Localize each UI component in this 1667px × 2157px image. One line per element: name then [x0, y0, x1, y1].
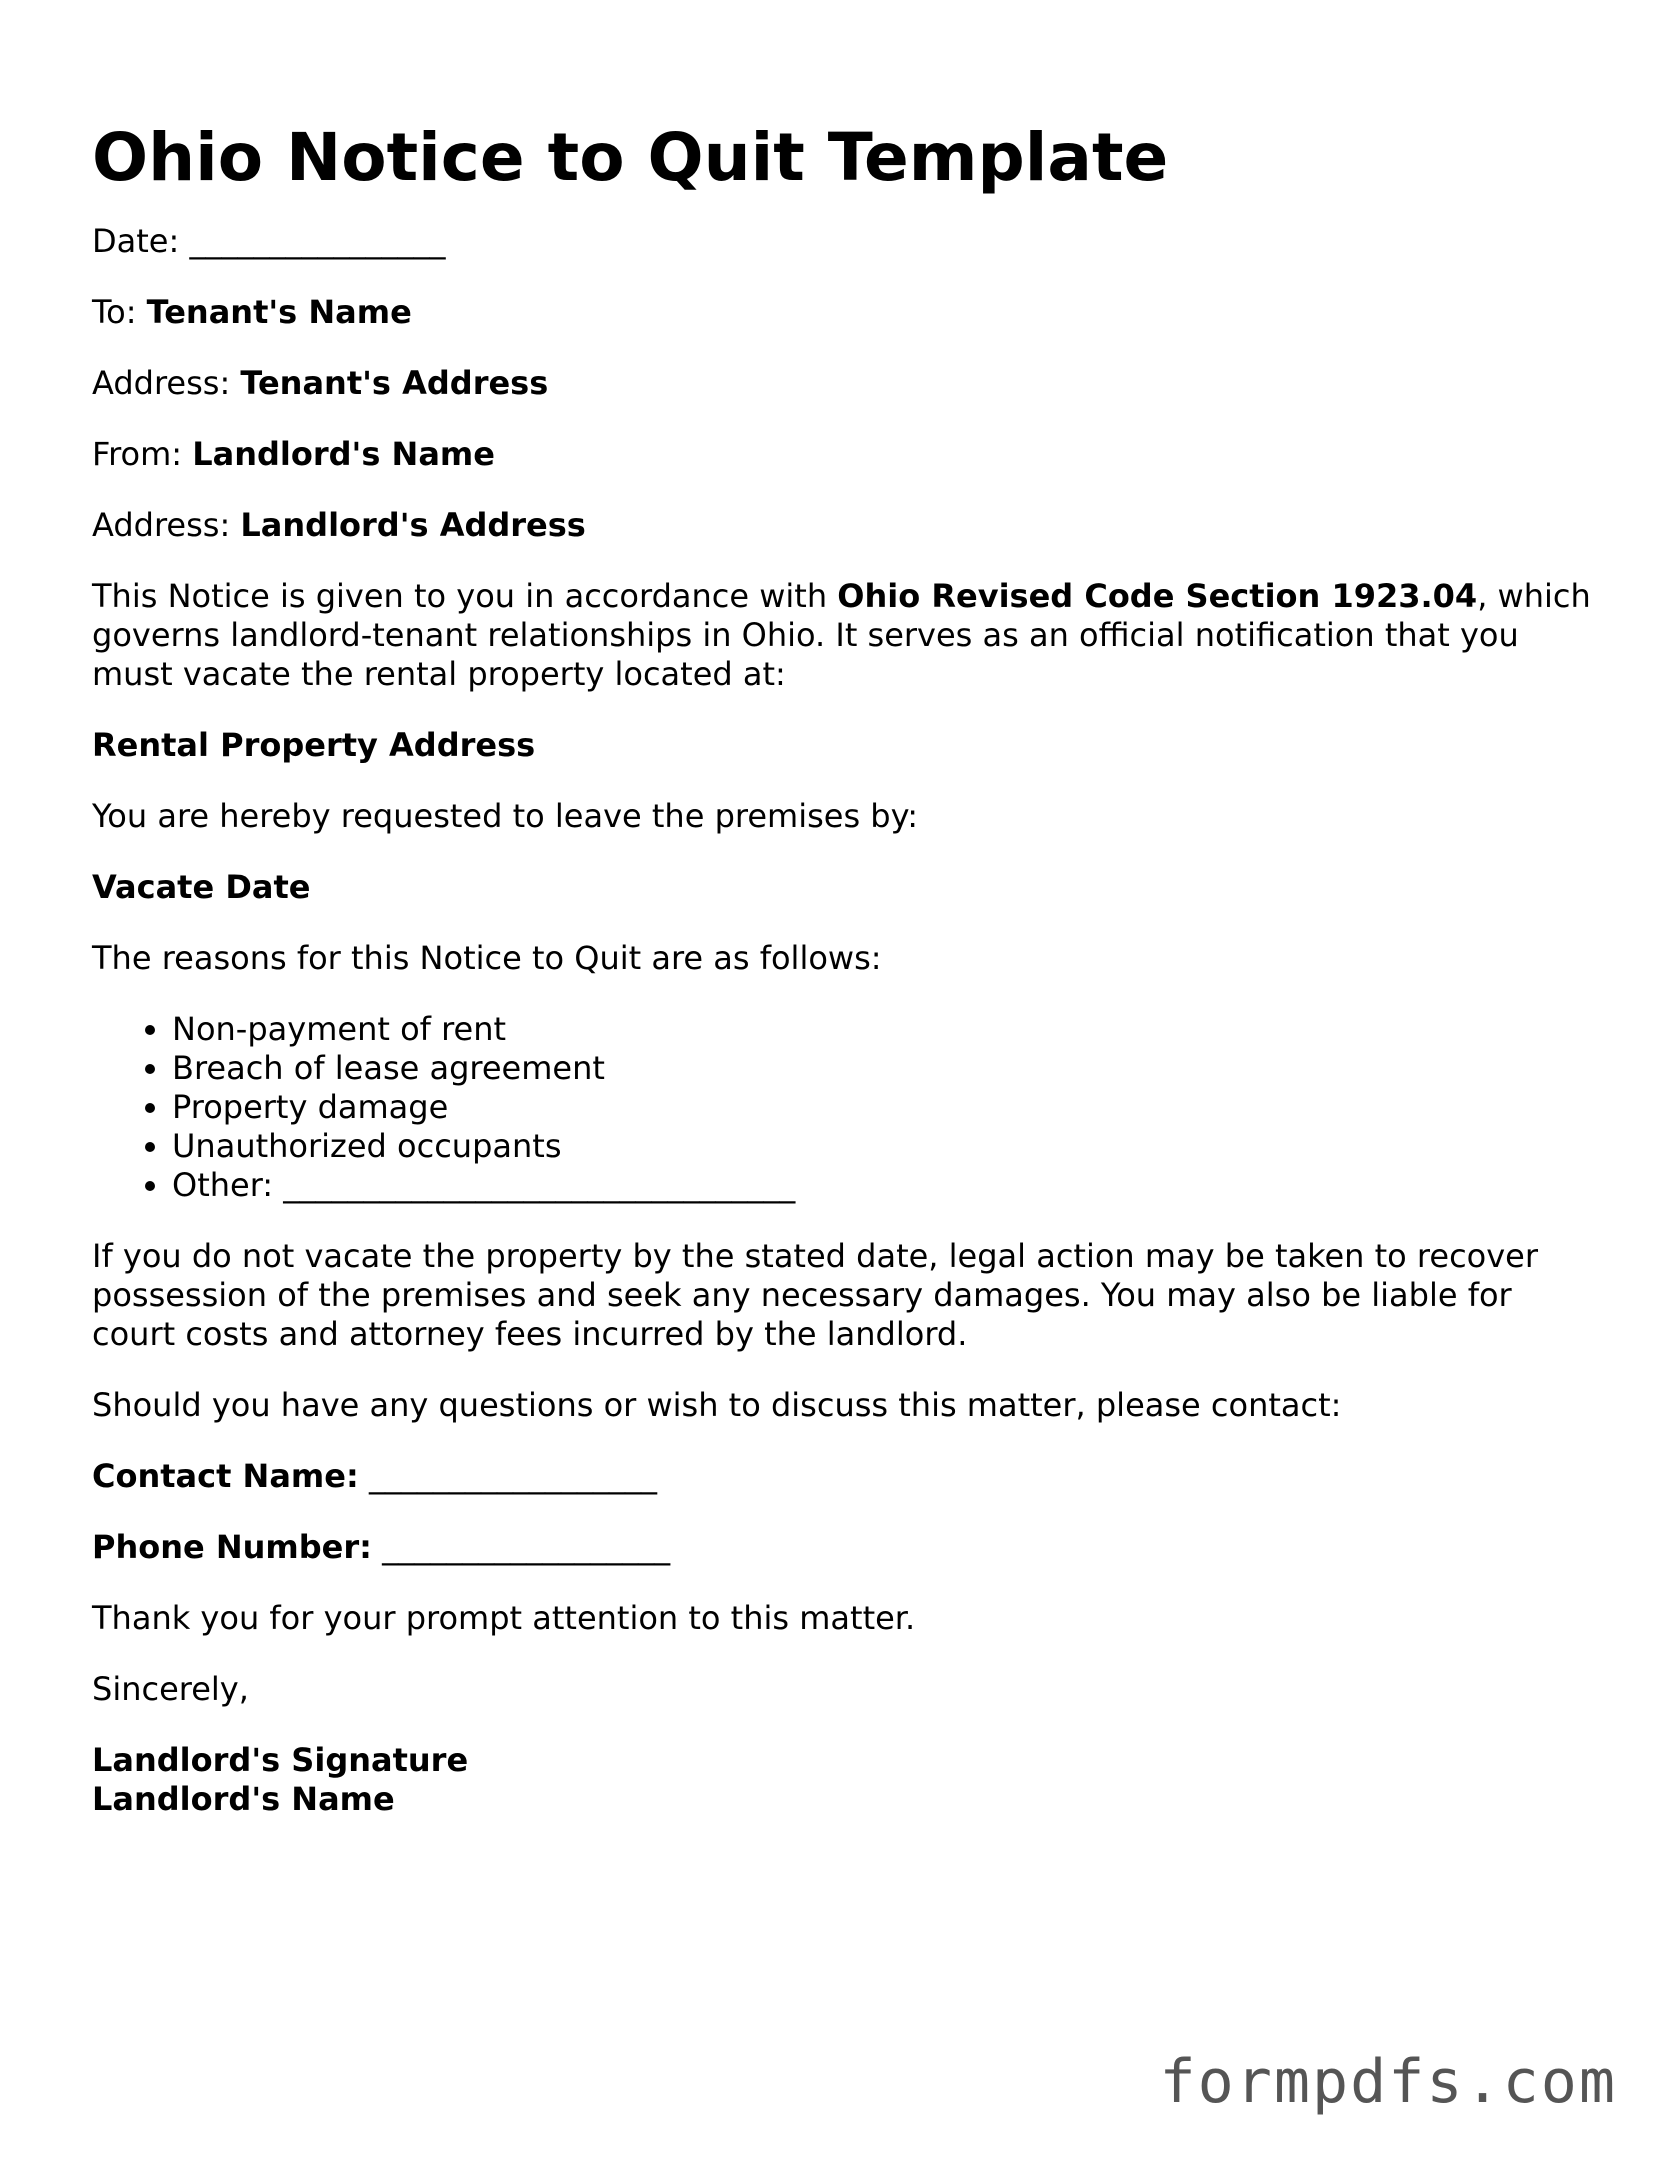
to-label: To: [92, 293, 137, 331]
landlord-address-label: Address: [92, 506, 231, 544]
landlord-address-line [92, 506, 1592, 545]
property-address [92, 726, 1592, 765]
page-title: Ohio Notice to Quit Template [92, 119, 1169, 196]
list-item: • Other: ________________________________ [172, 1166, 1592, 1205]
thanks-paragraph: Thank you for your prompt attention to this matter. [92, 1599, 916, 1637]
contact-name-label: Contact Name: [92, 1457, 359, 1495]
request-text: You are hereby requested to leave the premises by: [92, 797, 918, 835]
phone-number-blank: __________________ [382, 1528, 671, 1566]
document-page [92, 118, 1592, 1851]
phone-number-label: Phone Number: [92, 1528, 372, 1566]
vacate-date [92, 868, 1592, 907]
list-item: • Non-payment of rent [172, 1010, 1592, 1049]
from-line [92, 435, 1592, 474]
phone-number-line [92, 1528, 1592, 1567]
tenant-address: Tenant's Address [240, 364, 549, 402]
intro-paragraph [92, 577, 1592, 694]
from-label: From: [92, 435, 183, 473]
vacate-date-text: Vacate Date [92, 868, 311, 906]
consequences-paragraph: If you do not vacate the property by the stated date, legal action may be taken to recover possession of the premises and seek any necessary damages. You may also be liable for court costs and attorney fees incurred by the landlord. [92, 1237, 1539, 1353]
closing: Sincerely, [92, 1670, 249, 1708]
date-blank: ________________ [189, 222, 446, 260]
intro-code: Ohio Revised Code Section 1923.04 [837, 577, 1478, 615]
tenant-address-line [92, 364, 1592, 403]
signature: Landlord's Signature [92, 1741, 469, 1779]
property-address-text: Rental Property Address [92, 726, 536, 764]
watermark: formpdfs.com [1159, 2047, 1617, 2117]
reasons-intro: The reasons for this Notice to Quit are as follows: [92, 939, 882, 977]
intro-after: , which governs landlord-tenant relationships in Ohio. It serves as an official notification that you must vacate the rental property located at: [92, 577, 1591, 693]
signature-name: Landlord's Name [92, 1780, 395, 1818]
list-item: • Breach of lease agreement [172, 1049, 1592, 1088]
landlord-address: Landlord's Address [240, 506, 586, 544]
landlord-name: Landlord's Name [192, 435, 495, 473]
contact-name-blank: __________________ [368, 1457, 657, 1495]
to-line [92, 293, 1592, 332]
tenant-name: Tenant's Name [146, 293, 412, 331]
list-item: • Property damage [172, 1088, 1592, 1127]
date-label: Date: [92, 222, 180, 260]
questions-paragraph: Should you have any questions or wish to discuss this matter, please contact: [92, 1386, 1342, 1424]
signature-block [92, 1741, 1592, 1819]
reasons-list [92, 1010, 1592, 1205]
date-line [92, 222, 1592, 261]
contact-name-line [92, 1457, 1592, 1496]
intro-before: This Notice is given to you in accordance with [92, 577, 838, 615]
tenant-address-label: Address: [92, 364, 231, 402]
list-item: • Unauthorized occupants [172, 1127, 1592, 1166]
